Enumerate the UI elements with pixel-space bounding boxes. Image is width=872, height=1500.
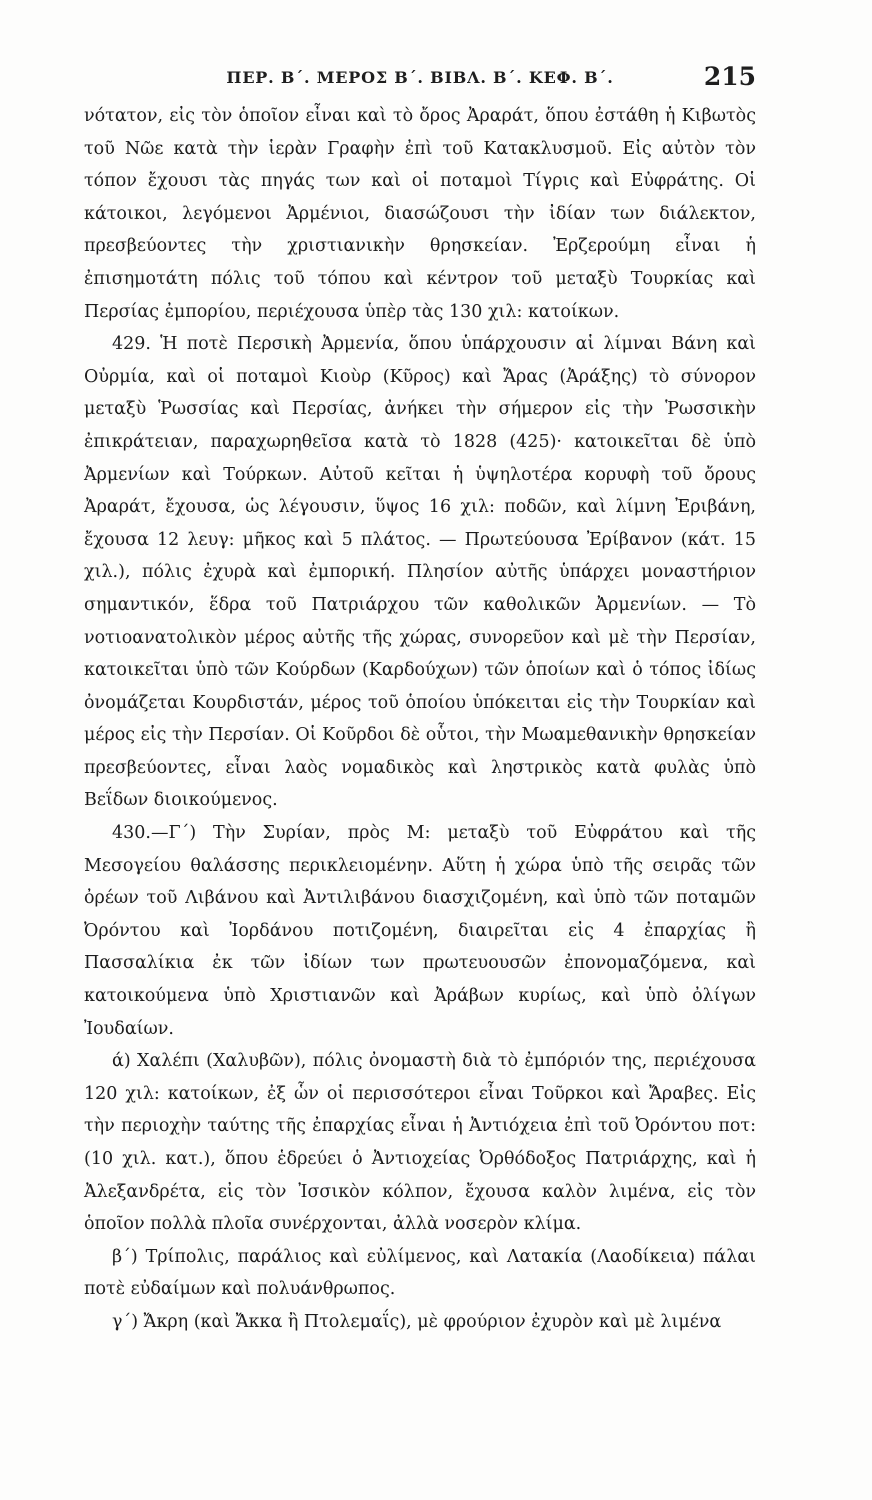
body-text xyxy=(84,100,756,1339)
paragraph-a-aleppo: ά) Χαλέπι (Χαλυβῶν), πόλις ὀνομαστὴ διὰ τὸ ἐμπόριόν της, περιέχουσα 120 χιλ: κατοίκων, ἐξ ὧν οἱ περισσότεροι εἶναι Τοῦρκοι καὶ Ἄραβες. Εἰς τὴν περιοχὴν ταύτης τῆς ἐπαρχίας εἶναι ἡ Ἀντιόχεια ἐπὶ τοῦ Ὀρόντου ποτ: (10 χιλ. κατ.), ὅπου ἑδρεύει ὁ Ἀντιοχείας Ὀρθόδοξος Πατριάρχης, καὶ ἡ Ἀλεξανδρέτα, εἰς τὸν Ἰσσικὸν κόλπον, ἔχουσα καλὸν λιμένα, εἰς τὸν ὁποῖον πολλὰ πλοῖα συνέρχονται, ἀλλὰ νοσερὸν κλίμα. xyxy=(84,1051,756,1235)
page-header xyxy=(84,62,756,98)
paragraph-430: 430.—Γ΄) Τὴν Συρίαν, πρὸς Μ: μεταξὺ τοῦ Εὐφράτου καὶ τῆς Μεσογείου θαλάσσης περικλειομένην. Αὕτη ἡ χώρα ὑπὸ τῆς σειρᾶς τῶν ὀρέων τοῦ Λιβάνου καὶ Ἀντιλιβάνου διασχιζομένη, καὶ ὑπὸ τῶν ποταμῶν Ὀρόντου καὶ Ἰορδάνου ποτιζομένη, διαιρεῖται εἰς 4 ἐπαρχίας ἢ Πασσαλίκια ἐκ τῶν ἰδίων των πρωτευουσῶν ἐπονομαζόμενα, καὶ κατοικούμενα ὑπὸ Χριστιανῶν καὶ Ἀράβων κυρίως, καὶ ὑπὸ ὀλίγων Ἰουδαίων. xyxy=(84,823,756,1039)
running-head: ΠΕΡ. Β΄. ΜΕΡΟΣ Β΄. ΒΙΒΛ. Β΄. ΚΕΦ. Β΄. xyxy=(226,68,614,87)
page-number: 215 xyxy=(703,62,756,91)
paragraph-continuation: νότατον, εἰς τὸν ὁποῖον εἶναι καὶ τὸ ὄρος Ἀραράτ, ὅπου ἐστάθη ἡ Κιβωτὸς τοῦ Νῶε κατὰ τὴν ἱερὰν Γραφὴν ἐπὶ τοῦ Κατακλυσμοῦ. Εἰς αὐτὸν τὸν τόπον ἔχουσι τὰς πηγάς των καὶ οἱ ποταμοὶ Τίγρις καὶ Εὐφράτης. Οἱ κάτοικοι, λεγόμενοι Ἀρμένιοι, διασώζουσι τὴν ἰδίαν των διάλεκτον, πρεσβεύοντες τὴν χριστιανικὴν θρησκείαν. Ἐρζερούμη εἶναι ἡ ἐπισημοτάτη πόλις τοῦ τόπου καὶ κέντρον τοῦ μεταξὺ Τουρκίας καὶ Περσίας ἐμπορίου, περιέχουσα ὑπὲρ τὰς 130 χιλ: κατοίκων. xyxy=(84,106,756,322)
paragraph-c-acre: γ΄) Ἄκρη (καὶ Ἄκκα ἢ Πτολεμαΐς), μὲ φρούριον ἐχυρὸν καὶ μὲ λιμένα xyxy=(112,1311,722,1332)
paragraph-429: 429. Ἡ ποτὲ Περσικὴ Ἀρμενία, ὅπου ὑπάρχουσιν αἱ λίμναι Βάνη καὶ Οὐρμία, καὶ οἱ ποταμοὶ Κιοὺρ (Κῦρος) καὶ Ἄρας (Ἀράξης) τὸ σύνορον μεταξὺ Ῥωσσίας καὶ Περσίας, ἀνήκει τὴν σήμερον εἰς τὴν Ῥωσσικὴν ἐπικράτειαν, παραχωρηθεῖσα κατὰ τὸ 1828 (425)· κατοικεῖται δὲ ὑπὸ Ἀρμενίων καὶ Τούρκων. Αὐτοῦ κεῖται ἡ ὑψηλοτέρα κορυφὴ τοῦ ὄρους Ἀραράτ, ἔχουσα, ὡς λέγουσιν, ὕψος 16 χιλ: ποδῶν, καὶ λίμνη Ἐριβάνη, ἔχουσα 12 λευγ: μῆκος καὶ 5 πλάτος. — Πρωτεύουσα Ἐρίβανον (κάτ. 15 χιλ.), πόλις ἐχυρὰ καὶ ἐμπορική. Πλησίον αὐτῆς ὑπάρχει μοναστήριον σημαντικόν, ἕδρα τοῦ Πατριάρχου τῶν καθολικῶν Ἀρμενίων. — Τὸ νοτιοανατολικὸν μέρος αὐτῆς τῆς χώρας, συνορεῦον καὶ μὲ τὴν Περσίαν, κατοικεῖται ὑπὸ τῶν Κούρδων (Καρδούχων) τῶν ὁποίων καὶ ὁ τόπος ἰδίως ὀνομάζεται Κουρδιστάν, μέρος τοῦ ὁποίου ὑπόκειται εἰς τὴν Τουρκίαν καὶ μέρος εἰς τὴν Περσίαν. Οἱ Κοῦρδοι δὲ οὗτοι, τὴν Μωαμεθανικὴν θρησκείαν πρεσβεύοντες, εἶναι λαὸς νομαδικὸς καὶ ληστρικὸς κατὰ φυλὰς ὑπὸ Βεΐδων διοικούμενος. xyxy=(84,334,756,811)
paragraph-b-tripoli: β΄) Τρίπολις, παράλιος καὶ εὐλίμενος, καὶ Λατακία (Λαοδίκεια) πάλαι ποτὲ εὐδαίμων καὶ πολυάνθρωπος. xyxy=(84,1246,756,1300)
